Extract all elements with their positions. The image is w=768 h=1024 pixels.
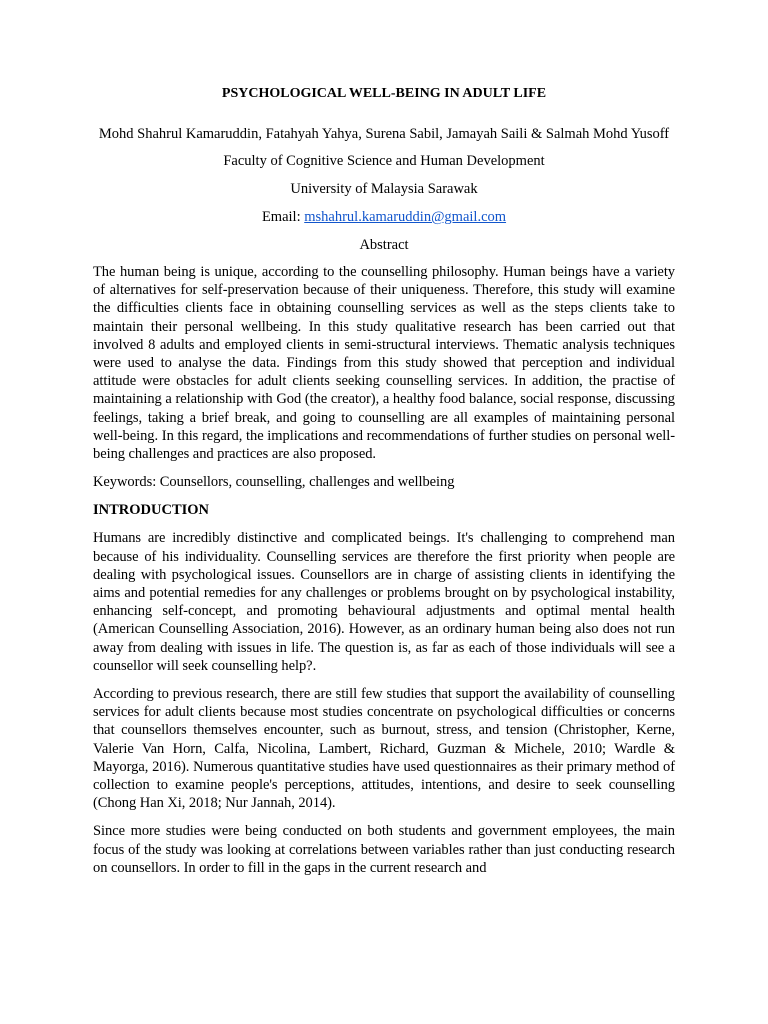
intro-paragraph-1: Humans are incredibly distinctive and complicated beings. It's challenging to comprehend man because of his individuality. Counselling services are therefore the first priority when people are dealing with psychological issues. Counsellors are in charge of assisting clients in identifying the aims and potential remedies for any challenges or problems brought on by psychological instability, enhancing self-concept, and promoting behavioural adjustments and optimal mental health (American Counselling Association, 2016). However, as an ordinary human being also does not run away from dealing with issues in life. The question is, as far as each of those individuals will see a counsellor will seek counselling help?. (93, 530, 675, 674)
paper-authors: Mohd Shahrul Kamaruddin, Fatahyah Yahya, Surena Sabil, Jamayah Saili & Salmah Mohd Yusoff (98, 126, 670, 142)
faculty-affiliation: Faculty of Cognitive Science and Human Development (223, 153, 545, 169)
email-line (93, 208, 675, 226)
paper-title: PSYCHOLOGICAL WELL-BEING IN ADULT LIFE (221, 86, 547, 101)
email-label: Email: (261, 209, 305, 225)
intro-paragraph-2: According to previous research, there are still few studies that support the availability of counselling services for adult clients because most studies concentrate on psychological difficulties or concerns that counsellors themselves encounter, such as burnout, stress, and tension (Christopher, Kerne, Valerie Van Horn, Calfa, Nicolina, Lambert, Richard, Guzman & Michele, 2010; Wardle & Mayorga, 2016). Numerous quantitative studies have used questionnaires as their primary method of collection to examine people's perceptions, attitudes, intentions, and desire to seek counselling (Chong Han Xi, 2018; Nur Jannah, 2014). (93, 686, 675, 812)
university-affiliation: University of Malaysia Sarawak (290, 181, 478, 197)
intro-paragraph-3: Since more studies were being conducted on both students and government employees, the main focus of the study was looking at correlations between variables rather than just conducting research on counsellors. In order to fill in the gaps in the current research and (93, 823, 675, 876)
abstract-text: The human being is unique, according to the counselling philosophy. Human beings have a variety of alternatives for self-preservation because of their uniqueness. Therefore, this study will examine the difficulties clients face in obtaining counselling services as well as the steps clients take to maintain their personal wellbeing. In this study qualitative research has been carried out that involved 8 adults and employed clients in semi-structural interviews. Thematic analysis techniques were used to analyse the data. Findings from this study showed that perception and individual attitude were obstacles for adult clients seeking counselling services. In addition, the practise of maintaining a relationship with God (the creator), a healthy food balance, social response, discussing feelings, taking a brief break, and going to counselling are all examples of maintaining personal well-being. In this regard, the implications and recommendations of further studies on personal well-being challenges and practices are also proposed. (93, 264, 675, 463)
abstract-heading: Abstract (359, 237, 409, 253)
email-link[interactable]: mshahrul.kamaruddin@gmail.com (304, 209, 507, 225)
keywords: Keywords: Counsellors, counselling, challenges and wellbeing (93, 474, 455, 491)
introduction-heading: INTRODUCTION (93, 502, 210, 519)
